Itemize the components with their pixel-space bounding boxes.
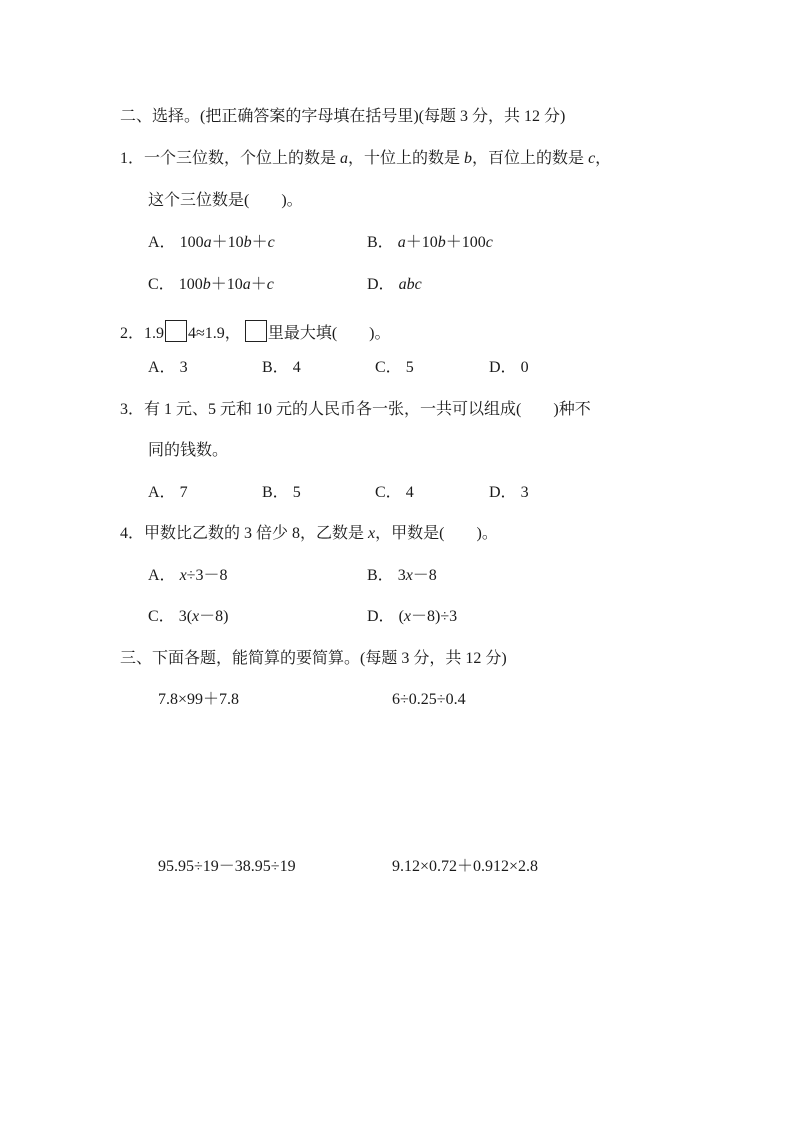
calc-problem-4: 9.12×0.72＋0.912×2.8 bbox=[392, 858, 539, 875]
question-number: 3． bbox=[120, 401, 145, 418]
digit-box[interactable] bbox=[165, 320, 187, 342]
question-1-stem-line2: 这个三位数是( )。 bbox=[148, 192, 303, 209]
question-2-stem: 2．1.9 4≈1.9， 里最大填( )。 bbox=[120, 320, 391, 344]
q2-option-b: B． 4 bbox=[262, 359, 301, 376]
q4-option-c: C． 3(x－8) bbox=[148, 608, 229, 625]
calc-problem-3: 95.95÷19－38.95÷19 bbox=[158, 858, 296, 875]
q3-option-c: C． 4 bbox=[375, 484, 414, 501]
q3-option-d: D． 3 bbox=[489, 484, 529, 501]
q2-option-a: A． 3 bbox=[148, 359, 188, 376]
digit-box-reference bbox=[245, 320, 267, 342]
question-3-stem: 3．有 1 元、5 元和 10 元的人民币各一张，一共可以组成( )种不 bbox=[120, 401, 591, 418]
section-3-title: 三、下面各题，能简算的要简算。(每题 3 分，共 12 分) bbox=[120, 650, 507, 667]
q3-option-a: A． 7 bbox=[148, 484, 188, 501]
question-3-stem-line2: 同的钱数。 bbox=[148, 442, 229, 459]
q4-option-d: D． (x－8)÷3 bbox=[367, 608, 458, 625]
q2-option-c: C． 5 bbox=[375, 359, 414, 376]
q1-option-a: A． 100a＋10b＋c bbox=[148, 234, 275, 251]
q3-option-b: B． 5 bbox=[262, 484, 301, 501]
q1-option-b: B． a＋10b＋100c bbox=[367, 234, 493, 251]
calc-problem-2: 6÷0.25÷0.4 bbox=[392, 691, 466, 708]
section-2-title: 二、选择。(把正确答案的字母填在括号里)(每题 3 分，共 12 分) bbox=[120, 108, 566, 125]
calc-problem-1: 7.8×99＋7.8 bbox=[158, 691, 240, 708]
question-number: 1． bbox=[120, 150, 145, 167]
question-number: 4． bbox=[120, 525, 145, 542]
question-number: 2． bbox=[120, 325, 145, 342]
q2-option-d: D． 0 bbox=[489, 359, 529, 376]
question-1-stem: 1．一个三位数，个位上的数是 a，十位上的数是 b，百位上的数是 c， bbox=[120, 150, 612, 167]
q1-option-c: C． 100b＋10a＋c bbox=[148, 276, 274, 293]
q4-option-b: B． 3x－8 bbox=[367, 567, 437, 584]
q1-option-d: D． abc bbox=[367, 276, 422, 293]
q4-option-a: A． x÷3－8 bbox=[148, 567, 228, 584]
question-4-stem: 4．甲数比乙数的 3 倍少 8，乙数是 x，甲数是( )。 bbox=[120, 525, 498, 542]
